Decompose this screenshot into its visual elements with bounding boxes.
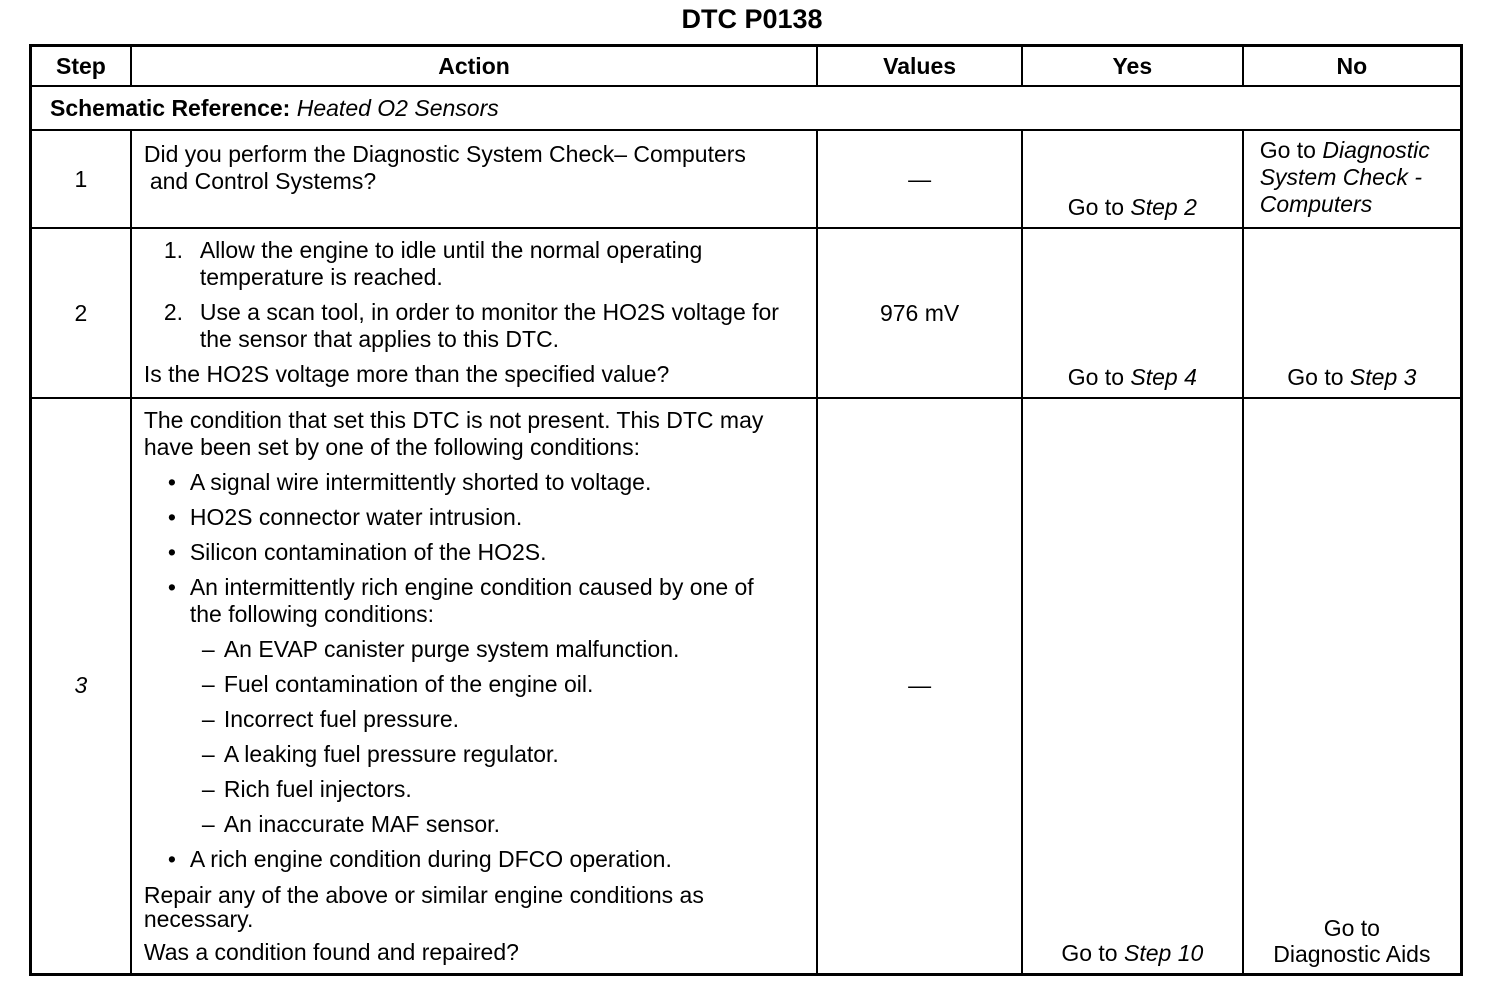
yes-cell (1022, 228, 1243, 398)
bullet-text: An intermittently rich engine condition caused by one of the following conditions: (189, 574, 754, 627)
question-text: Is the HO2S voltage more than the specified value? (143, 361, 670, 387)
schematic-label: Schematic Reference: (50, 94, 291, 121)
item-number: 2. (163, 299, 184, 325)
bullet-item (168, 469, 804, 496)
yes-prefix: Go to (1067, 194, 1131, 220)
yes-step-link[interactable]: Step 10 (1124, 939, 1204, 966)
bullet-icon: • (167, 846, 176, 872)
numbered-item (164, 237, 804, 291)
dash-item (202, 671, 804, 698)
bullet-icon: • (167, 469, 176, 495)
yes-prefix: Go to (1061, 939, 1124, 966)
schematic-row (31, 86, 1462, 130)
dash-item (202, 706, 804, 733)
item-number: 1. (163, 237, 184, 263)
dash-text: Incorrect fuel pressure. (223, 706, 460, 732)
dash-text: Fuel contamination of the engine oil. (223, 671, 594, 697)
values-cell: — (817, 130, 1022, 228)
numbered-item (164, 299, 804, 353)
values-cell: — (817, 398, 1022, 974)
yes-step-link[interactable]: Step 2 (1130, 194, 1197, 220)
item-text: Allow the engine to idle until the normal operating temperature is reached. (199, 237, 703, 290)
schematic-reference (31, 86, 1462, 130)
no-link[interactable]: Computers (1259, 191, 1373, 217)
action-cell (131, 228, 817, 398)
no-cell (1243, 130, 1462, 228)
dash-icon: – (201, 741, 215, 767)
yes-cell (1022, 398, 1243, 974)
header-no: No (1243, 46, 1462, 87)
dtc-table (29, 44, 1463, 976)
intro-text: The condition that set this DTC is not present. This DTC may have been set by one of the following conditions: (143, 407, 764, 460)
dash-text: A leaking fuel pressure regulator. (223, 741, 559, 767)
yes-step-link[interactable]: Step 4 (1130, 364, 1197, 390)
schematic-link[interactable]: Heated O2 Sensors (296, 94, 499, 121)
dash-icon: – (201, 636, 215, 662)
header-step: Step (31, 46, 131, 87)
dash-item (202, 741, 804, 768)
bullet-text: HO2S connector water intrusion. (189, 504, 523, 530)
action-cell (131, 130, 817, 228)
no-link[interactable]: Diagnostic Aids (1273, 940, 1431, 967)
no-prefix: Go to (1259, 137, 1323, 163)
dash-icon: – (201, 776, 215, 802)
dash-text: Rich fuel injectors. (223, 776, 412, 802)
page-title: DTC P0138 (681, 4, 823, 34)
bullet-icon: • (167, 539, 176, 565)
bullet-text: Silicon contamination of the HO2S. (189, 539, 547, 565)
dash-icon: – (201, 811, 215, 837)
bullet-item (168, 504, 804, 531)
header-values: Values (817, 46, 1022, 87)
bullet-item (168, 539, 804, 566)
dash-item (202, 636, 804, 663)
table-row (31, 398, 1462, 974)
no-prefix: Go to (1323, 914, 1380, 941)
action-text-line: and Control Systems? (149, 168, 377, 194)
no-cell (1243, 228, 1462, 398)
dash-item (202, 776, 804, 803)
table-row (31, 130, 1462, 228)
dash-icon: – (201, 706, 215, 732)
no-link[interactable]: Diagnostic (1322, 137, 1430, 163)
item-text: Use a scan tool, in order to monitor the HO2S voltage for the sensor that applies to this DTC. (199, 299, 779, 352)
yes-prefix: Go to (1067, 364, 1131, 390)
repair-text: Repair any of the above or similar engine conditions as necessary. (143, 882, 704, 932)
no-prefix: Go to (1287, 364, 1350, 390)
step-number: 2 (31, 228, 131, 398)
action-cell (131, 398, 817, 974)
bullet-icon: • (167, 574, 176, 600)
question-text: Was a condition found and repaired? (143, 939, 519, 965)
dash-icon: – (201, 671, 215, 697)
dash-text: An inaccurate MAF sensor. (223, 811, 500, 837)
bullet-text: A signal wire intermittently shorted to voltage. (189, 469, 652, 495)
action-text-line: Did you perform the Diagnostic System Check– Computers (143, 141, 746, 167)
header-action: Action (131, 46, 817, 87)
table-header-row (31, 46, 1462, 87)
header-yes: Yes (1022, 46, 1243, 87)
yes-cell (1022, 130, 1243, 228)
step-number: 3 (31, 398, 131, 974)
values-cell: 976 mV (817, 228, 1022, 398)
no-cell (1243, 398, 1462, 974)
step-number: 1 (31, 130, 131, 228)
dash-item (202, 811, 804, 838)
bullet-item (168, 846, 804, 873)
table-row (31, 228, 1462, 398)
no-link[interactable]: System Check - (1259, 164, 1423, 190)
bullet-text: A rich engine condition during DFCO operation. (189, 846, 672, 872)
dash-text: An EVAP canister purge system malfunction. (223, 636, 680, 662)
no-step-link[interactable]: Step 3 (1349, 364, 1417, 390)
bullet-item (168, 574, 804, 628)
bullet-icon: • (167, 504, 176, 530)
